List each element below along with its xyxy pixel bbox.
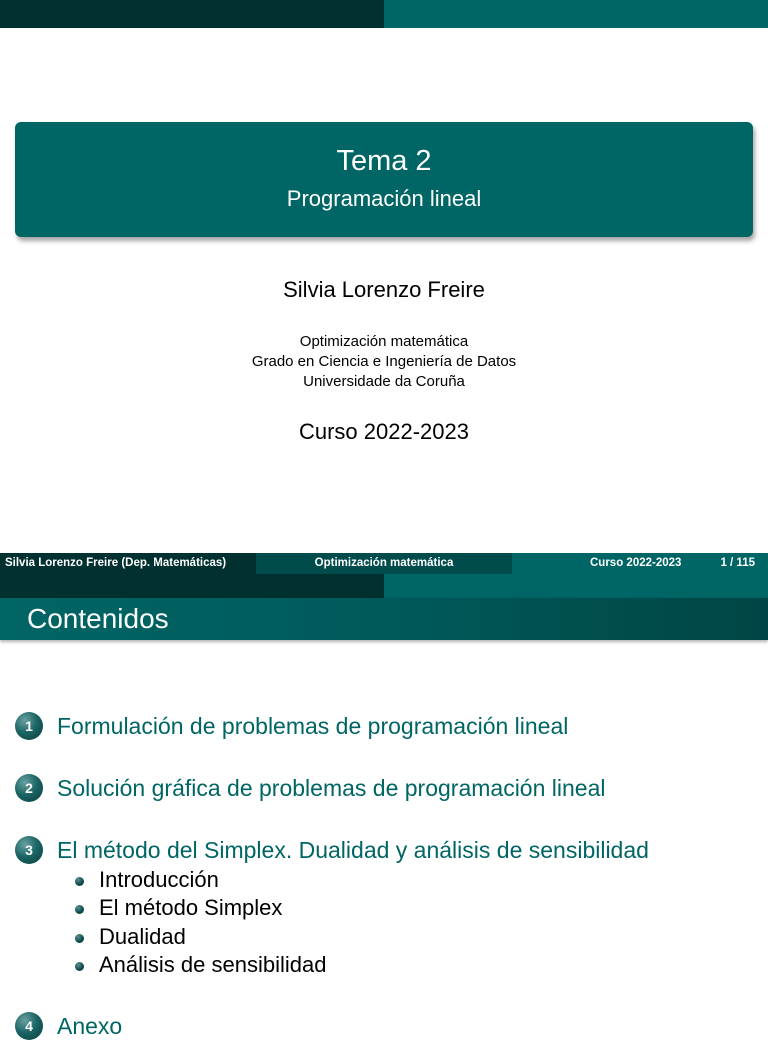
frame-title: Contenidos <box>0 598 768 640</box>
section-number-ball: 2 <box>15 774 43 802</box>
section-title-link[interactable]: El método del Simplex. Dualidad y análisis de sensibilidad <box>57 837 649 863</box>
subsection-link[interactable]: Dualidad <box>99 924 186 949</box>
footer-course: Optimización matemática <box>256 553 512 574</box>
footer-year: Curso 2022-2023 <box>590 557 682 569</box>
section-title-link[interactable]: Anexo <box>57 1013 123 1039</box>
footer-bar <box>0 553 768 574</box>
top-header-band <box>0 0 768 28</box>
section-number-ball: 4 <box>15 1012 43 1040</box>
course-date: Curso 2022-2023 <box>298 419 469 444</box>
header-band-right <box>384 574 768 598</box>
subsection-link[interactable]: El método Simplex <box>99 895 283 920</box>
bullet-icon <box>75 877 84 886</box>
author-name: Silvia Lorenzo Freire <box>283 277 485 302</box>
section-number-ball: 3 <box>15 836 43 864</box>
header-band-right <box>384 0 768 28</box>
section-title-link[interactable]: Solución gráfica de problemas de programación lineal <box>57 775 606 801</box>
slide-title: Tema 2 <box>336 145 432 177</box>
slide-subtitle: Programación lineal <box>286 186 482 211</box>
section-number-ball: 1 <box>15 712 43 740</box>
footer-right <box>512 553 768 574</box>
subsection-link[interactable]: Introducción <box>99 867 219 892</box>
bullet-icon <box>75 905 84 914</box>
bullet-icon <box>75 962 84 971</box>
header-band-left <box>0 574 384 598</box>
institute-line: Optimización matemática <box>299 333 469 350</box>
title-block <box>15 122 753 237</box>
institute-line: Grado en Ciencia e Ingeniería de Datos <box>251 353 517 370</box>
header-band-left <box>0 0 384 28</box>
institute-line: Universidade da Coruña <box>303 373 465 390</box>
top-header-band-2 <box>0 574 768 598</box>
section-title-link[interactable]: Formulación de problemas de programación lineal <box>57 713 569 739</box>
institute-block <box>0 332 768 392</box>
footer-page-number: 1 / 115 <box>720 557 755 569</box>
bullet-icon <box>75 934 84 943</box>
footer-author: Silvia Lorenzo Freire (Dep. Matemáticas) <box>0 553 256 574</box>
subsection-link[interactable]: Análisis de sensibilidad <box>99 952 327 977</box>
